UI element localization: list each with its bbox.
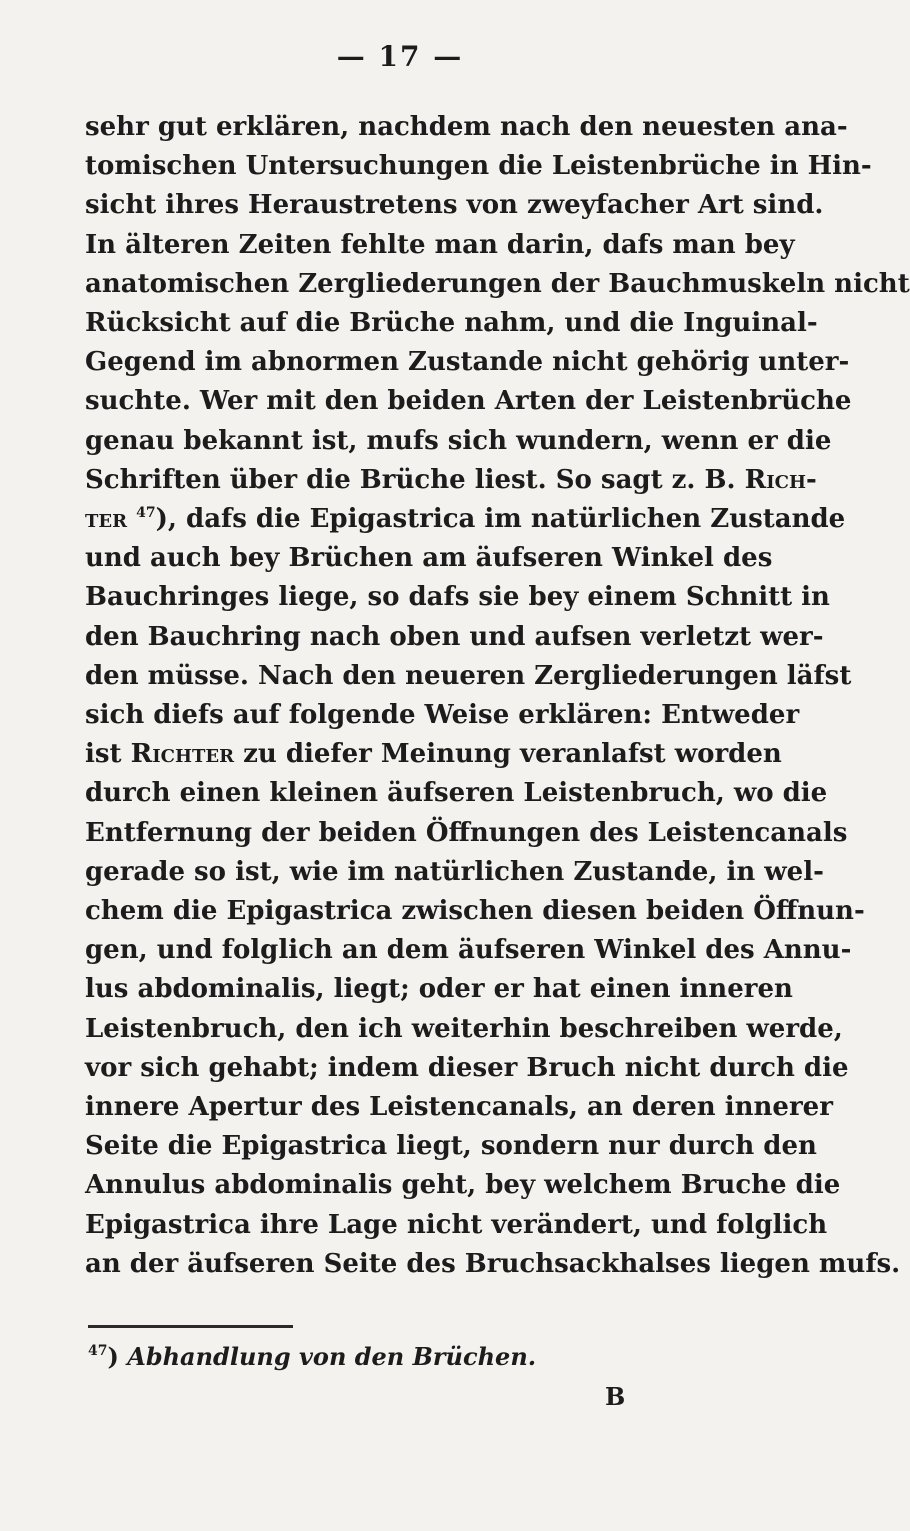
- author-name: Rich-: [744, 464, 817, 495]
- text-line: [85, 735, 782, 774]
- text-line: chem die Epigastrica zwischen diesen beiden Öffnun-: [85, 896, 865, 927]
- text-line: In älteren Zeiten fehlte man darin, dafs man bey: [85, 229, 795, 260]
- text-line: Bauchringes liege, so dafs sie bey einem Schnitt in: [85, 582, 830, 613]
- text-line: Entfernung der beiden Öffnungen des Leistencanals: [85, 817, 848, 848]
- text-line: vor sich gehabt; indem dieser Bruch nicht durch die: [85, 1052, 849, 1083]
- text-line: an der äufseren Seite des Bruchsackhalses liegen mufs.: [85, 1248, 901, 1279]
- text-line: [85, 500, 846, 539]
- footnote-title: Abhandlung von den Brüchen.: [127, 1342, 537, 1371]
- text-line: Leistenbruch, den ich weiterhin beschreiben werde,: [85, 1013, 843, 1044]
- catchword: B: [605, 1382, 626, 1411]
- body-text: [85, 108, 910, 1284]
- text-line: durch einen kleinen äufseren Leistenbruch, wo die: [85, 778, 828, 809]
- text-line: suchte. Wer mit den beiden Arten der Leistenbrüche: [85, 386, 852, 417]
- text-line: [85, 461, 817, 500]
- text-line: Rücksicht auf die Brüche nahm, und die Inguinal-: [85, 308, 818, 339]
- footnote-marker: 47: [88, 1343, 108, 1359]
- text-line: anatomischen Zergliederungen der Bauchmuskeln nicht: [85, 268, 910, 299]
- text-line: den Bauchring nach oben und aufsen verletzt wer-: [85, 621, 824, 652]
- author-name: Richter: [130, 739, 235, 770]
- footnote-paren: ): [107, 1342, 119, 1371]
- footnote-rule: [88, 1325, 293, 1328]
- text-line: den müsse. Nach den neueren Zergliederungen läfst: [85, 660, 852, 691]
- text-line: Gegend im abnormen Zustande nicht gehörig unter-: [85, 347, 850, 378]
- text-line: sich diefs auf folgende Weise erklären: Entweder: [85, 700, 800, 731]
- text-segment: ist: [85, 739, 122, 770]
- text-segment: zu diefer Meinung veranlafst worden: [243, 739, 782, 770]
- text-line: Epigastrica ihre Lage nicht verändert, und folglich: [85, 1209, 828, 1240]
- text-line: gerade so ist, wie im natürlichen Zustande, in wel-: [85, 856, 824, 887]
- text-line: lus abdominalis, liegt; oder er hat einen inneren: [85, 974, 793, 1005]
- footnote-ref[interactable]: 47: [136, 505, 156, 522]
- footnote: [88, 1342, 536, 1371]
- text-line: innere Apertur des Leistencanals, an deren innerer: [85, 1092, 833, 1123]
- text-line: tomischen Untersuchungen die Leistenbrüche in Hin-: [85, 151, 872, 182]
- text-line: und auch bey Brüchen am äufseren Winkel des: [85, 543, 773, 574]
- text-segment: Schriften über die Brüche liest. So sagt z. B.: [85, 464, 736, 495]
- text-segment: ), dafs die Epigastrica im natürlichen Zustande: [155, 504, 846, 535]
- author-name: ter: [85, 504, 128, 535]
- text-line: gen, und folglich an dem äufseren Winkel des Annu-: [85, 935, 852, 966]
- text-line: sehr gut erklären, nachdem nach den neuesten ana-: [85, 112, 848, 142]
- text-line: genau bekannt ist, mufs sich wundern, wenn er die: [85, 425, 832, 456]
- text-line: Seite die Epigastrica liegt, sondern nur durch den: [85, 1131, 817, 1162]
- page-number: — 17 —: [336, 40, 464, 73]
- text-line: Annulus abdominalis geht, bey welchem Bruche die: [85, 1170, 841, 1201]
- text-line: sicht ihres Heraustretens von zweyfacher Art sind.: [85, 190, 824, 221]
